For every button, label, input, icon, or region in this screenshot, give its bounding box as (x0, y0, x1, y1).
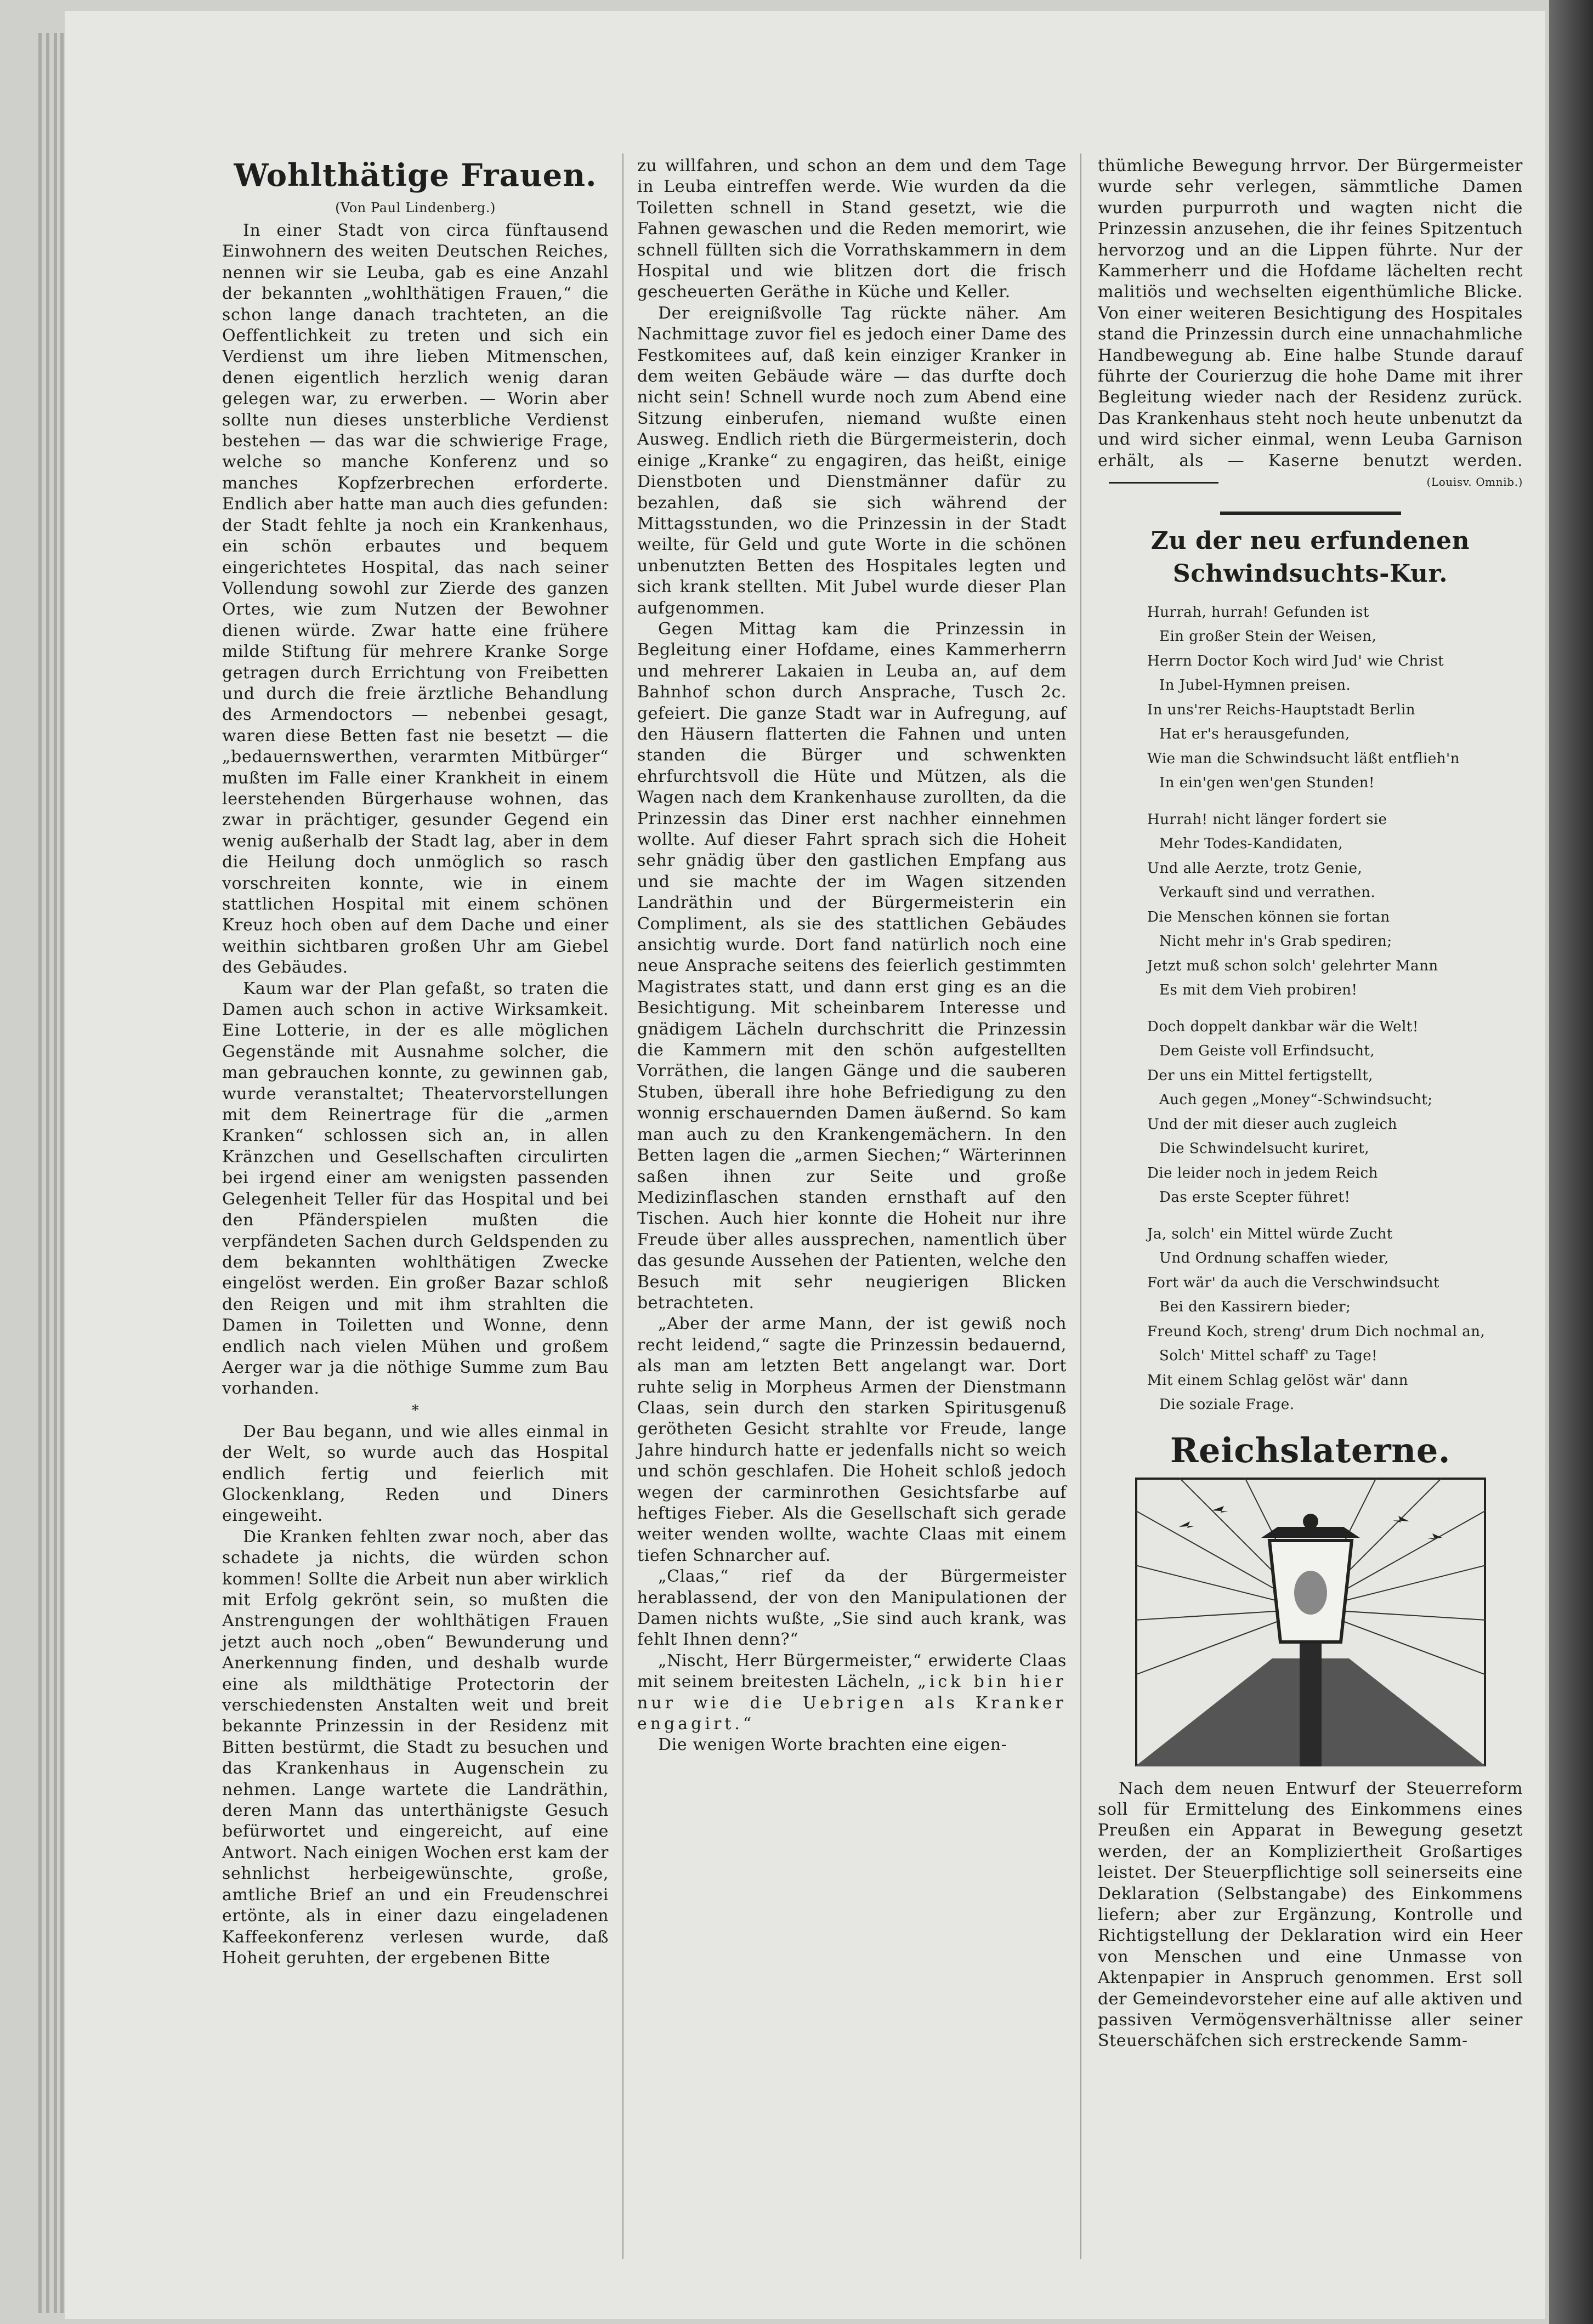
section-rule (1220, 512, 1401, 515)
poem-line: Und alle Aerzte, trotz Genie, (1147, 860, 1363, 877)
poem-line: Und Ordnung schaffen wieder, (1159, 1250, 1389, 1266)
poem-line: Auch gegen „Money“-Schwindsucht; (1159, 1092, 1433, 1108)
poem-line: Ein großer Stein der Weisen, (1159, 628, 1377, 645)
ornament-rule (1109, 482, 1218, 484)
page-edge (38, 33, 42, 2313)
poem-line: Verkauft sind und verrathen. (1159, 884, 1376, 901)
article-title: Wohlthätige Frauen. (234, 157, 597, 194)
column-1 (222, 156, 609, 1969)
page-edge (46, 33, 49, 2313)
article-byline: (Von Paul Lindenberg.) (335, 200, 496, 215)
poem-line: In Jubel-Hymnen preisen. (1159, 677, 1351, 694)
paragraph: „Aber der arme Mann, der ist gewiß noch recht leidend,“ sagte die Prinzessin bedauernd, als man am letzten Bett angelangt war. Dort ruhte selig in Morpheus Armen der Dienstmann Claas, sein durch den starken Spiritusgenuß gerötheten Gesicht strahlte vor Freude, lange Jahre hindurch hatte er jedenfalls nicht so weich und schön geschlafen. Die Hoheit schloß jedoch wegen der carminrothen Gesichtsfarbe auf heftiges Fieber. Als die Gesellschaft sich gerade weiter wenden wollte, wachte Claas mit einem tiefen Schnarcher auf. (637, 1314, 1067, 1565)
poem-stanza (1147, 1015, 1523, 1210)
paragraph (1098, 156, 1523, 493)
dialect-quote: „ick bin hier nur wie die Uebrigen als Kranker engagirt.“ (637, 1672, 1067, 1734)
poem-line: Hurrah! nicht länger fordert sie (1147, 811, 1387, 828)
poem-line: In ein'gen wen'gen Stunden! (1159, 775, 1375, 791)
paragraph: Die Kranken fehlten zwar noch, aber das schadete ja nichts, die würden schon kommen! Sollte die Arbeit nun aber wirklich mit Erfolg gekrönt sein, so mußten die Anstrengungen der wohlthätigen Frauen jetzt auch noch „oben“ Bewunderung und Anerkennung finden, und deshalb wurde eine als mildthätige Protectorin der verschiedensten Anstalten weit und breit bekannte Prinzessin in der Residenz mit Bitten bestürmt, die Stadt zu besuchen und das Krankenhaus in Augenschein zu nehmen. Lange wartete die Landräthin, deren Mann das unterthänigste Gesuch befürwortet und eingereicht, auf eine Antwort. Nach einigen Wochen erst kam der sehnlichst herbeigewünschte, große, amtliche Brief an und ein Freudenschrei ertönte, als in einer dazu eingeladenen Kaffeekonferenz verlesen wurde, daß Hoheit geruhten, der ergebenen Bitte (222, 1527, 609, 1968)
poem-line: Wie man die Schwindsucht läßt entflieh'n (1147, 750, 1460, 767)
paragraph: Die wenigen Worte brachten eine eigen- (658, 1735, 1007, 1755)
poem-line: Nicht mehr in's Grab spediren; (1159, 933, 1392, 950)
paragraph: Nach dem neuen Entwurf der Steuerreform soll für Ermittelung des Einkommens eines Preußen ein Apparat in Bewegung gesetzt werden, der an Kompliziertheit Großartiges leistet. Der Steuerpflichtige soll seinerseits eine Deklaration (Selbstangabe) des Einkommens liefern; aber zur Ergänzung, Kontrolle und Richtigstellung der Deklaration wird ein Heer von Menschen und eine Unmasse von Aktenpapier in Anspruch genommen. Erst soll der Gemeindevorsteher eine auf alle aktiven und passiven Vermögensverhältnisse aller seiner Steuerschäfchen sich erstreckende Samm- (1098, 1778, 1523, 2051)
column-divider (622, 154, 623, 2259)
poem-line: Freund Koch, streng' drum Dich nochmal an, (1147, 1323, 1486, 1340)
column-3 (1098, 156, 1523, 2052)
page-edge (60, 33, 64, 2313)
poem-line: Herrn Doctor Koch wird Jud' wie Christ (1147, 652, 1444, 669)
poem-line: Der uns ein Mittel fertigstellt, (1147, 1067, 1373, 1084)
section-separator: * (411, 1402, 419, 1419)
poem-line: Das erste Scepter führet! (1159, 1189, 1351, 1206)
poem-line: Die leider noch in jedem Reich (1147, 1164, 1378, 1181)
paragraph: Der Bau begann, und wie alles einmal in der Welt, so wurde auch das Hospital endlich fertig und feierlich mit Glockenklang, Reden und Diners eingeweiht. (222, 1422, 609, 1526)
poem-line: Doch doppelt dankbar wär die Welt! (1147, 1018, 1419, 1035)
poem-line: Mit einem Schlag gelöst wär' dann (1147, 1372, 1409, 1389)
poem-line: In uns'rer Reichs-Hauptstadt Berlin (1147, 701, 1415, 718)
paragraph: In einer Stadt von circa fünftausend Einwohnern des weiten Deutschen Reiches, nennen wir sie Leuba, gab es eine Anzahl der bekannten „wohlthätigen Frauen,“ die schon lange danach trachteten, an die Oeffentlichkeit zu treten und sich ein Verdienst um ihre lieben Mitmenschen, denen eigentlich herzlich wenig daran gelegen war, zu erwerben. — Worin aber sollte nun dieses unsterbliche Verdienst bestehen — das war die schwierige Frage, welche so manche Konferenz und so manches Kopfzerbrechen erforderte. Endlich aber hatte man auch dies gefunden: der Stadt fehlte ja noch ein Krankenhaus, ein schön erbautes und bequem eingerichtetes Hospital, das nach seiner Vollendung sowohl zur Zierde des ganzen Ortes, wie zum Nutzen der Bewohner dienen würde. Zwar hatte eine frühere milde Stiftung für mehrere Kranke Sorge getragen durch Errichtung von Freibetten und durch die freie ärztliche Behandlung des Armendoctors — nebenbei gesagt, waren diese Betten fast nie besetzt — die „bedauernswerthen, verarmten Mitbürger“ mußten im Falle einer Krankheit in einem leerstehenden Bürgerhause wohnen, das zwar in prächtiger, gesunder Gegend ein wenig außerhalb der Stadt lag, aber in dem die Heilung doch unmöglich so rasch vorschreiten konnte, wie in einem stattlichen Hospital mit einem schönen Kreuz hoch oben auf dem Dache und einer weithin sichtbaren großen Uhr am Giebel des Gebäudes. (222, 221, 609, 978)
poem-line: Die soziale Frage. (1159, 1396, 1295, 1413)
poem-line: Fort wär' da auch die Verschwindsucht (1147, 1274, 1440, 1291)
poem-line: Und der mit dieser auch zugleich (1147, 1116, 1397, 1133)
page-edge (54, 33, 57, 2313)
poem-line: Die Menschen können sie fortan (1147, 908, 1390, 925)
column-2 (637, 156, 1067, 1756)
poem-line: Es mit dem Vieh probiren! (1159, 982, 1358, 998)
poem (1098, 600, 1523, 1417)
paragraph: „Claas,“ rief da der Bürgermeister herablassend, der von den Manipulationen der Damen nichts wußte, „Sie sind auch krank, was fehlt Ihnen denn?“ (637, 1567, 1067, 1650)
poem-title: Zu der neu erfundenen Schwindsuchts-Kur. (1150, 526, 1470, 588)
poem-line: Jetzt muß schon solch' gelehrter Mann (1147, 957, 1438, 974)
poem-line: Mehr Todes-Kandidaten, (1159, 836, 1343, 852)
paragraph: zu willfahren, und schon an dem und dem Tage in Leuba eintreffen werde. Wie wurden da die Toiletten schnell in Stand gesetzt, wie die Fahnen gewaschen und die Reden memorirt, wie schnell füllten sich die Vorrathskammern in dem Hospital und wie blitzen dort die frisch gescheuerten Geräthe in Küche und Keller. (637, 156, 1067, 302)
column-divider (1080, 154, 1081, 2259)
paragraph: Der ereignißvolle Tag rückte näher. Am Nachmittage zuvor fiel es jedoch einer Dame des Festkomitees auf, daß kein einziger Kranker in dem weiten Gebäude wäre — das durfte doch nicht sein! Schnell wurde noch zum Abend eine Sitzung einberufen, niemand wußte einen Ausweg. Endlich rieth die Bürgermeisterin, doch einige „Kranke“ zu engagiren, das heißt, einige Dienstboten und Dienstmänner dafür zu bezahlen, daß sie sich während der Mittagsstunden, wo die Prinzessin in der Stadt weilte, für Geld und gute Worte in die schönen unbenutzten Betten des Hospitales legten und sich krank stellten. Mit Jubel wurde dieser Plan aufgenommen. (637, 303, 1067, 618)
poem-stanza (1147, 1222, 1523, 1417)
paragraph-text: thümliche Bewegung hrrvor. Der Bürgermeister wurde sehr verlegen, sämmtliche Damen wurden purpurroth und wagten nicht die Prinzessin anzusehen, die ihr feines Spitzentuch hervorzog und an die Lippen führte. Nur der Kammerherr und die Hofdame lächelten recht malitiös und wechselten eigenthümliche Blicke. Von einer weiteren Besichtigung des Hospitales stand die Prinzessin durch eine unnachahmliche Handbewegung ab. Eine halbe Stunde darauf führte der Courierzug die hohe Dame mit ihrer Begleitung wieder nach der Residenz zurück. Das Krankenhaus steht noch heute unbenutzt da und wird sicher einmal, wenn Leuba Garnison erhält, als — Kaserne benutzt werden. (1098, 156, 1523, 470)
quote-text: „Nischt, Herr Bürgermeister,“ erwiderte Claas mit seinem breitesten Lächeln, (637, 1651, 1067, 1692)
facing-page-edge (1549, 0, 1593, 2324)
paragraph: Kaum war der Plan gefaßt, so traten die Damen auch schon in active Wirksamkeit. Eine Lotterie, in der es alle möglichen Gegenstände mit Ausnahme solcher, die man gebrauchen konnte, zu gewinnen gab, wurde veranstaltet; Theatervorstellungen mit dem Reinertrage für die „armen Kranken“ schlossen sich an, in allen Kränzchen und Gesellschaften circulirten bei irgend einer am wenigsten passenden Gelegenheit Teller für das Hospital und bei den Pfänderspielen mußten die verpfändeten Sachen durch Geldspenden zu dem bekannten wohlthätigen Zwecke eingelöst werden. Ein großer Bazar schloß den Reigen und mit ihm strahlten die Damen in Toiletten und Wonne, denn endlich nach vielen Mühen und großem Aerger war ja die nöthige Summe zum Bau vorhanden. (222, 979, 609, 1399)
poem-stanza (1147, 808, 1523, 1003)
poem-line: Hat er's herausgefunden, (1159, 726, 1350, 742)
lantern-illustration (1135, 1478, 1486, 1766)
poem-line: Solch' Mittel schaff' zu Tage! (1159, 1348, 1378, 1364)
poem-line: Bei den Kassirern bieder; (1159, 1299, 1351, 1315)
paragraph: Gegen Mittag kam die Prinzessin in Begleitung einer Hofdame, eines Kammerherrn und mehrerer Lakaien in Leuba an, auf dem Bahnhof schon durch Ansprache, Tusch 2c. gefeiert. Die ganze Stadt war in Aufregung, auf den Häusern flatterten die Fahnen und unten standen die Bürger und schwenkten ehrfurchtsvoll die Hüte und Mützen, als die Wagen nach dem Krankenhause zurollten, da die Prinzessin das Diner erst nachher einnehmen wollte. Auf dieser Fahrt sprach sich die Hoheit sehr gnädig über den gastlichen Empfang aus und sie machte der im Wagen sitzenden Landräthin und der Bürgermeisterin ein Compliment, als sie des stattlichen Gebäudes ansichtig wurde. Dort fand natürlich noch eine neue Ansprache seitens des feierlich gestimmten Magistrates statt, und dann erst ging es an die Besichtigung. Mit scheinbarem Interesse und gnädigem Lächeln durchschritt die Prinzessin die Kammern mit den schön aufgestellten Vorräthen, die langen Gänge und die sauberen Stuben, überall ihre hohe Befriedigung zu den wonnig erschauernden Damen äußernd. So kam man auch zu den Krankengemächern. In den Betten lagen die „armen Siechen;“ Wärterinnen saßen ihnen zur Seite und große Medizinflaschen standen ernsthaft auf den Tischen. Auch hier konnte die Hoheit nur ihre Freude über alles aussprechen, namentlich über das gesunde Aussehen der Patienten, welche den Besuch mit sehr neugierigen Blicken betrachteten. (637, 619, 1067, 1312)
section-title: Reichslaterne. (1170, 1430, 1451, 1470)
paragraph (637, 1651, 1067, 1735)
poem-line: Dem Geiste voll Erfindsucht, (1159, 1043, 1375, 1059)
poem-line: Ja, solch' ein Mittel würde Zucht (1147, 1225, 1393, 1242)
poem-stanza (1147, 600, 1523, 795)
poem-line: Die Schwindelsucht kuriret, (1159, 1140, 1369, 1157)
poem-line: Hurrah, hurrah! Gefunden ist (1147, 604, 1369, 621)
source-note: (Louisv. Omnib.) (1426, 475, 1523, 489)
